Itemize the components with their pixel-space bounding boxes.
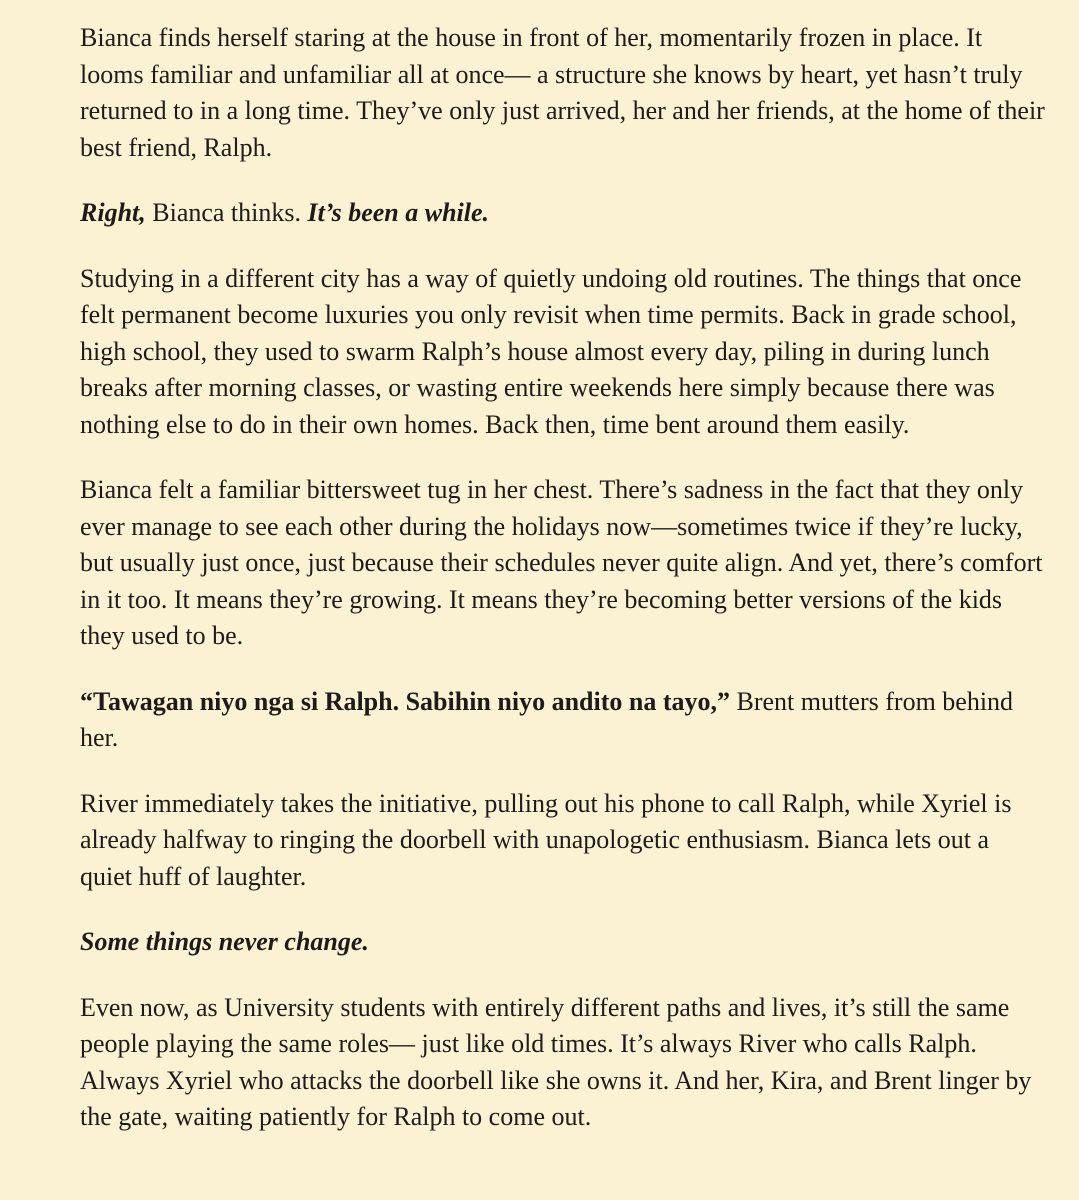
thought-narration: Bianca thinks.: [145, 198, 308, 227]
paragraph-never-change: Some things never change.: [80, 927, 369, 956]
paragraph-bittersweet: Bianca felt a familiar bittersweet tug in her chest. There’s sadness in the fact that they only ever manage to see each other during the holidays now—sometimes twice if they’re lucky, but usually just once, just because their schedules never quite align. And yet, there’s comfort in it too. It means they’re growing. It means they’re becoming better versions of the kids they used to be.: [80, 475, 1043, 650]
thought-right: Right,: [80, 198, 146, 227]
dialogue-line: “Tawagan niyo nga si Ralph. Sabihin niyo andito na tayo,”: [80, 686, 730, 716]
paragraph-studying: Studying in a different city has a way of quietly undoing old routines. The things that once felt permanent become luxuries you only revisit when time permits. Back in grade school, high school, they used to swarm Ralph’s house almost every day, piling in during lunch breaks after morning classes, or wasting entire weekends here simply because there was nothing else to do in their own homes. Back then, time bent around them easily.: [80, 263, 1022, 439]
thought-been-a-while: It’s been a while.: [307, 198, 490, 227]
dialogue-tag: Brent mutters from behind her.: [80, 686, 1014, 752]
paragraph-dialogue: [80, 684, 1047, 757]
paragraph-initiative: River immediately takes the initiative, pulling out his phone to call Ralph, while Xyriel is already halfway to ringing the doorbell with unapologetic enthusiasm. Bianca lets out a quiet huff of laughter.: [80, 788, 1012, 891]
paragraph-opening: Bianca finds herself staring at the house in front of her, momentarily frozen in place. It looms familiar and unfamiliar all at once— a structure she knows by heart, yet hasn’t truly returned to in a long time. They’ve only just arrived, her and her friends, at the home of their best friend, Ralph.: [80, 23, 1045, 162]
paragraph-same-roles: Even now, as University students with entirely different paths and lives, it’s still the same people playing the same roles— just like old times. It’s always River who calls Ralph. Always Xyriel who attacks the doorbell like she owns it. And her, Kira, and Brent linger by the gate, waiting patiently for Ralph to come out.: [80, 992, 1032, 1131]
paragraph-thought: [80, 195, 1047, 232]
